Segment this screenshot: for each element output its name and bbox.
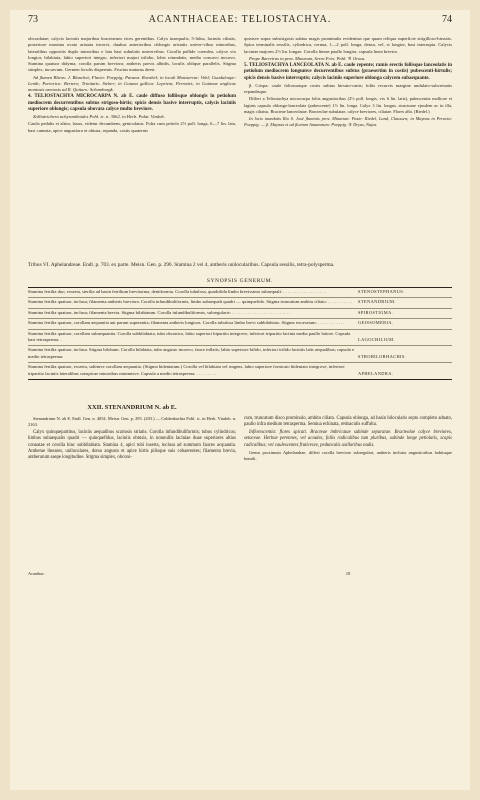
synopsis-table (28, 287, 452, 380)
lower-left-column (28, 416, 236, 463)
lower-columns (28, 416, 452, 576)
synopsis-description: Stamina fertilia quatuor, inclusa; filamenta antheris breviora. Corolla infundibuliformis, limbo subaequali quadri — quinquefido. Stigma truncatum ambitu ciliato: . . . . . . . . . . . (28, 299, 353, 305)
species-heading: 4. TELIOSTACHYA MICROCARPA N. ab E. caule diffuso folliisque oblongis in petiolum mediocrem decurrentibus subtus strigoso-hirtis; spicis densis basive interruptis, calycis laciniis superiore oblongis; capsula obovata calyce multo breviore. (28, 94, 236, 112)
affinity-note: Genus proximum Aphelandrae, differt corolla breviore subregulari, antheris inclusis angustioribus habituque humili. (244, 450, 452, 462)
synopsis-genus: LAGOCHILIUM. (358, 337, 395, 343)
species-heading: 5. TELIOSTACHYA LANCEOLATA N. ab E. caule repente; ramis erectis foliisque lanceolatis in petiolum mediocrem longumve decurrentibus subtus (praesertim in costis) pubescenti-hirtulis; spicis densis basive interruptis; calycis laciniis superiore oblonga calycem subaequante. (244, 63, 452, 81)
right-column (244, 36, 452, 130)
inflorescence-paragraph: Inflorescentia: flores spicati. Bracteae imbricatae subinde separatae. Bracteolae calyce breviores, setaceae. Herbae perennes, vel acaules, foliis radicalibus tum pluribus, subinde longe petiolatis, scapis radicalibus; vel caulescentes fruticesve, pedunculis axillaribus nudis. (244, 429, 452, 448)
synopsis-row (28, 297, 452, 307)
synopsis-genus: APHELANDRA. (358, 370, 394, 376)
genus-synonymy: Stenandrium N. ab E. Endl. Gen. n. 4054. Meisn. Gen. p. 295. (203.) — Caldenbachia Pohl. ic. in Herb. Vindob. n. 2163. (28, 416, 236, 428)
page-number-right: 74 (442, 14, 452, 25)
synopsis-genus: STENANDRIUM. (358, 299, 396, 305)
localities-paragraph: In locis inundatis Rio S. José fluminis prov. Minarum: Pasie: Riedel, Lund, Claussen; in Maynas in Peruvia: Poeppig. — β. Maynas et ad fluvium Amazonum: Poeppig. ♃ Dryas, Najas. (244, 116, 452, 128)
description-paragraph: obcordatae; calycis laciniis majoribus bractearum vices gerentibus. Calyx inaequalis, 5-fidus, laciniis ciliatis, posteriore maxima ovata aristata tricervi, duabus anterioribus oblongis aristatis univer-vibus minoribus, lateralibus oppositis duplo minoribus e lata basi subulatis univervibus. Corolla pallide coerulea, calyce vix longior, bilabiata, labio superiori integro, inferiori majori trilobo, lobis rotundatis, medio concavo incurvo. Stamina quatuor didyma, corolla parum breviora; antheris parvis albidis, loculis oblique parallelis. Stigma simplex, incurvum. Germen loculis dispermis. Fructus maturus deest. (28, 36, 236, 73)
synopsis-description: Stamina fertilia duo, exserta, sterilia ad basin fertilium brevissima, dentiformia. Corolla tubulosa, quadrifida limbo brevissimo subaequali: . . . . . . . . . . . . . . . . . . . (28, 289, 326, 294)
tribe-heading: Tribus VI. Aphelandreae. Endl. p. 703. ex parte. Meisn. Gen. p. 296. Stamina 2 vel 4, antheris unilocularibus. Capsula sessilis, tetra-polysperma. (28, 262, 335, 268)
signature-number: 10 (345, 571, 351, 576)
synopsis-genus: STROBILORHACHIS. (358, 353, 407, 359)
genus-description: cum, truncatum disco prominulo, ambitu ciliato. Capsula oblonga, ad basin bilocularis septo completo adnato, paullo infra medium tetrasperma. Semina echinata, retinaculis suffulta. (244, 416, 452, 428)
synopsis-genus: GEISSOMERIA. (358, 320, 394, 326)
genus-heading: XXII. STENANDRIUM N. ab E. (87, 404, 177, 411)
localities-paragraph: Ad flumen Rheos: J. Blanchet; Fluvio: Poeppig; Parana: Roenhel; in locali Montserrat: Vohl; Guadaloupe: Lenth; Portorico: Bertero; Trinitatis: Sieber; in Guiana gallica: Leprieur, Perrottet; in Guianae anglicae montosis arenosis ad R. Quitaro: Schomburgk. (28, 74, 236, 92)
synopsis-description: Stamina fertilia quatuor, corollam aequantia aut parum superantia; filamenta antheris longiora. Corolla tubulosa limbo brevi subbilabiato. Stigma excavatum: . . . . . . . . . . . . (28, 320, 345, 326)
page-number-left: 73 (28, 14, 38, 25)
synopsis-row (28, 345, 452, 362)
synopsis-description: Stamina fertilia quatuor, corollam subaequantia. Corolla subbilabiata, tubo obconico, labio superiori bipartito integrove, inferiori tripartito lacinia media paullo latiore. Capsula basi tetrasperma: . (28, 330, 351, 343)
synopsis-genus: SPIROSTIGMA. (358, 309, 394, 315)
differentiation-note: Differt a Teliostachya microcarpa foliis angustioribus (2½ poll. longis, vix 6 lin. latis), pubescentia molliore et laginis capsula oblongo-lanceolata (pubescente) 1½ lin. longa. Calyx 3 lin. longus, structurae ejusdem ac in illa, magis ciliatus. Bracteae lanceolatae. Bracteolae subulatae, calyce breviores, ciliatae. Flores albi. (Riedel.) (244, 96, 452, 114)
description-paragraph: Caulis pedalis et altior, laxus, videtur decumbens, geniculatus. Folia cum petiolo 2½ poll. longa, 6—7 lin. lata, basi cuneata, apice angustiora et obtusa, repanda, costis quaternis (28, 121, 236, 133)
synopsis-row (28, 329, 452, 346)
running-title: ACANTHACEAE: TELIOSTACHYA. (148, 14, 332, 25)
synopsis-description: Stamina fertilia quatuor, inclusa; filamenta brevia. Stigma bilabiatum. Corolla infundibuliformis, subregularis: . . . . . . . . . . . . . . . . . . . . . . . . . . (28, 309, 291, 315)
synopsis-row (28, 362, 452, 379)
running-header (28, 14, 452, 28)
synonym-paragraph: Zolliatrichera achyranthoides Pohl. ic. n. 3062. in Herb. Palat. Vindob. (33, 114, 165, 119)
variety-paragraph: β. Crispa: caule folioruraque costis subtus hirsuto-canis; foliis recurvis margine undulato-subcrenatis repandisque. (244, 82, 452, 94)
upper-columns (28, 36, 452, 256)
description-paragraph: quisisve supra substrigosis subtus magis prominulis evidentius que quam reliqua superficie strigilloso-hirsutis. Spica terminalis sessilis, cylindrica, cernua, 1—2 poll. longa, densa, vel, si longior, basi interrupta. Calycis laciniae majores 2½ lin. longae. Corolla lineae paullo longior, capsula linea brevior. (244, 36, 452, 54)
left-column (28, 36, 236, 135)
synopsis-title: SYNOPSIS GENERUM. (206, 278, 274, 284)
synopsis-description: Stamina fertilia quatuor, inclusa. Stigma bilobum. Corolla bilabiata, tubo angusto incurvo, fauce inflatis, labio superiore bifido, inferiori trifido laciniis latis aequalibus; capsula e medio tetrasperma: (28, 347, 355, 359)
book-page (10, 10, 470, 790)
synopsis-row (28, 318, 452, 328)
signature-mark: Acanthac. (28, 571, 45, 576)
localities-paragraph: Prope Barreiras in prov. Minarum, Serra Frio: Pohl. ♃ Orosa. (249, 55, 366, 61)
lower-right-column (244, 416, 452, 464)
genus-description: Calyx quinquepartitus, laciniis aequalibus scariosis striatis. Corolla infundibuliformis; tubus cylindricus; limbus subaequalis quadri — quinquefidus, laciniis obtusis, in nonnullis laciniae duae superiores altius connatae et corolla hinc subbilabiata. Stamina 4, apici tubi inserta, inclusa ad summum fauces acquantia. Antherae lineares, uniloculares, dorso angusto et apice hirtis pilisque suis cohaerentes; filamenta brevia, antherarum saepe longitudine. Stigma simplex, obconi- (28, 429, 236, 461)
synopsis-description: Stamina fertilia quatuor, exserta, saltimve corollam aequantia. (Stigma bidentatum.) Corolla vel bilabiata vel ringens, labio superiore fornicato bidentato integrove, inferiore tripartito laciniis lateralibus conspicue minoribus minimisve. Capsula a medio tetrasperma: . . . . . . . . . (28, 364, 345, 376)
synopsis-genus: STENOSTEPHANUS. (358, 289, 405, 294)
synopsis-row (28, 308, 452, 318)
synopsis-row (28, 288, 452, 297)
